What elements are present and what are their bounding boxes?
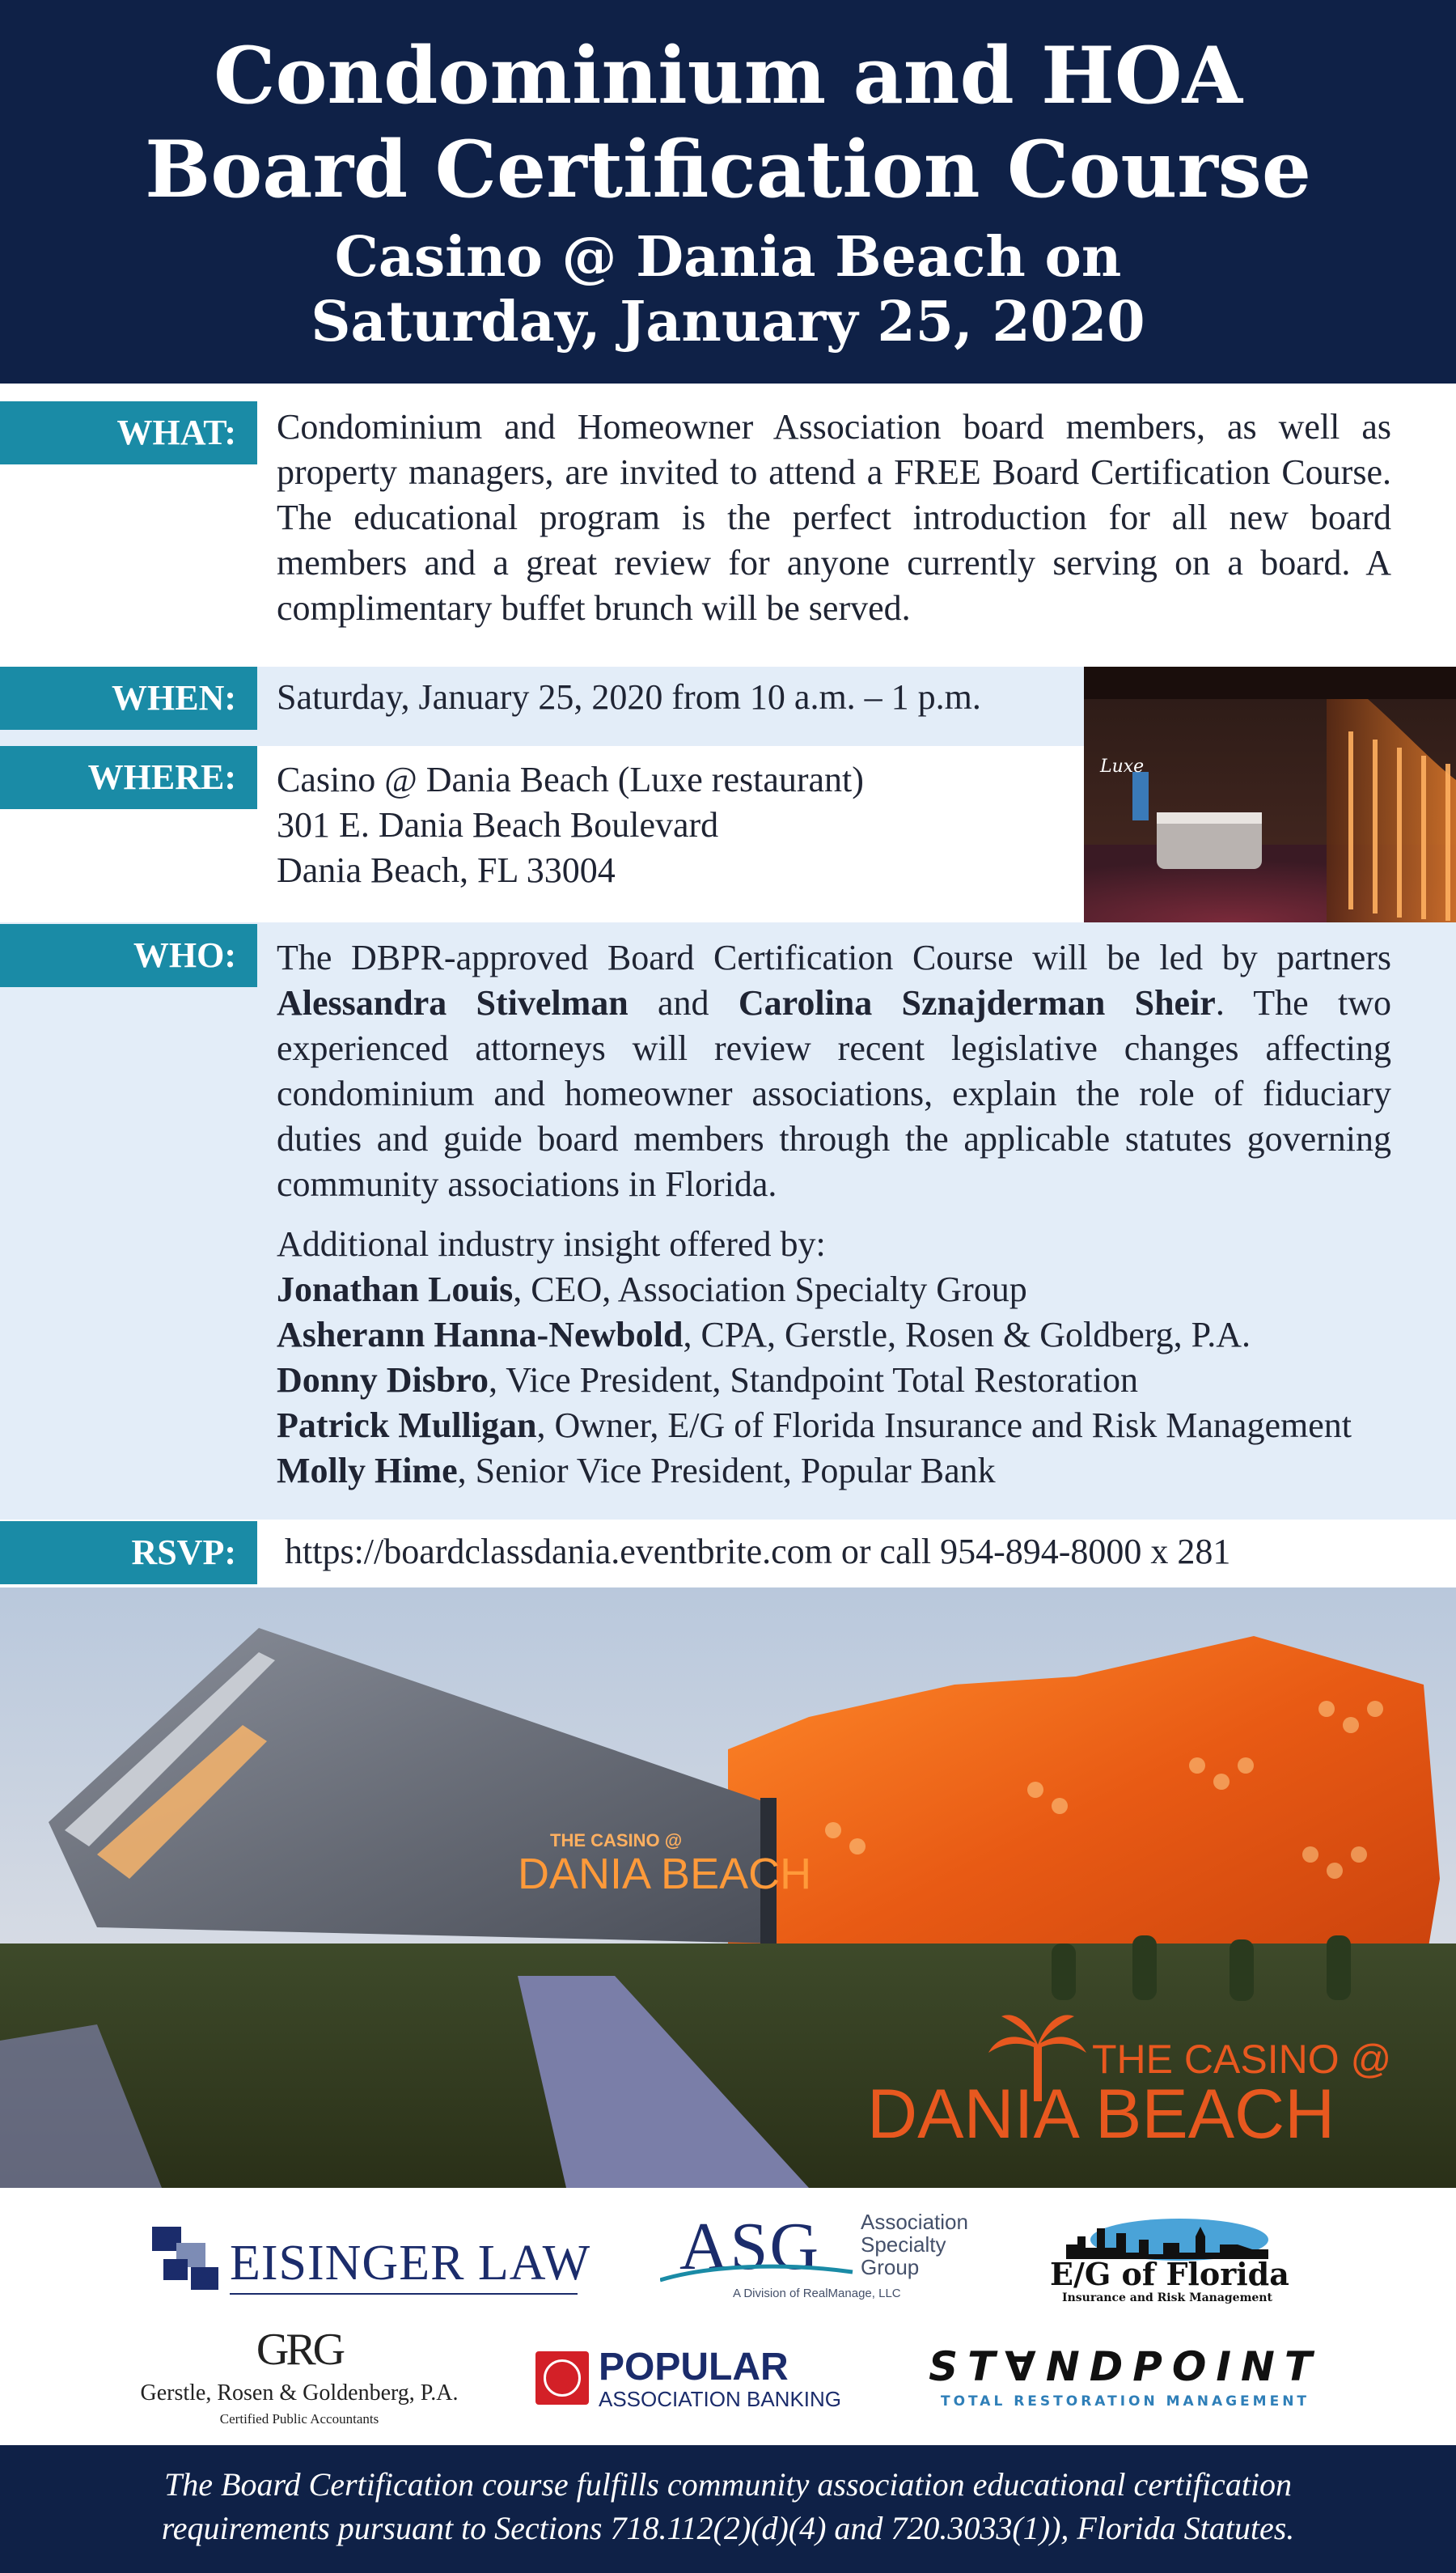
grg-mark: GRG — [256, 2325, 343, 2375]
eg-florida-tagline: Insurance and Risk Management — [1062, 2291, 1272, 2304]
asg-logo — [660, 2207, 984, 2304]
speaker-name: Donny Disbro — [277, 1360, 489, 1400]
where-line-1: Casino @ Dania Beach (Luxe restaurant) — [277, 760, 864, 799]
speaker-role: , CEO, Association Specialty Group — [513, 1270, 1027, 1309]
asg-division: A Division of RealManage, LLC — [733, 2287, 901, 2300]
speaker-role: , Owner, E/G of Florida Insurance and Risk Management — [536, 1405, 1352, 1445]
casino-logo-top: THE CASINO @ — [1092, 2037, 1392, 2082]
footer-banner — [0, 2445, 1456, 2573]
page-title-line-1: Condominium and HOA — [214, 30, 1242, 121]
asg-name-line: Group — [861, 2255, 920, 2279]
where-line-2: 301 E. Dania Beach Boulevard — [277, 805, 719, 845]
building-sign-top: THE CASINO @ — [550, 1830, 683, 1850]
asg-mark: ASG — [679, 2209, 821, 2284]
speaker-name: Molly Hime — [277, 1451, 458, 1490]
speaker-role: , Vice President, Standpoint Total Restoration — [489, 1360, 1138, 1400]
what-section — [0, 384, 1456, 667]
eg-florida-logo — [1050, 2212, 1289, 2309]
popular-name: POPULAR — [599, 2346, 789, 2389]
standpoint-logo — [919, 2343, 1331, 2416]
asg-name-line: Association — [861, 2210, 968, 2234]
standpoint-tagline: TOTAL RESTORATION MANAGEMENT — [940, 2393, 1310, 2410]
grg-name: Gerstle, Rosen & Goldenberg, P.A. — [140, 2380, 459, 2406]
who-intro-and: and — [628, 983, 739, 1023]
eisinger-underline — [230, 2293, 578, 2295]
speaker-item — [277, 1403, 1391, 1448]
speaker-item — [277, 1448, 1391, 1494]
speaker-name: Jonathan Louis — [277, 1270, 514, 1309]
luxe-sign: Luxe — [1100, 757, 1145, 777]
casino-interior-photo — [1084, 667, 1456, 922]
where-line-3: Dania Beach, FL 33004 — [277, 850, 616, 890]
footer-line-2: requirements pursuant to Sections 718.112(2)(d)(4) and 720.3033(1)), Florida Statutes. — [161, 2510, 1295, 2546]
asg-swoosh-icon — [660, 2261, 854, 2285]
who-section — [0, 922, 1456, 1520]
where-label: WHERE: — [0, 746, 257, 809]
popular-logo — [535, 2348, 859, 2421]
rsvp-section — [0, 1520, 1456, 1587]
grg-logo — [121, 2324, 477, 2437]
eisinger-squares-icon — [152, 2227, 225, 2291]
page-subtitle-line-2: Saturday, January 25, 2020 — [311, 290, 1145, 354]
what-text: Condominium and Homeowner Association board members, as well as property managers, are invited to attend a FREE Board Certification Course. The educational program is the perfect introduction for all new board members and a great review for anyone currently serving on a board. A complimentary buffet brunch will be served. — [277, 407, 1391, 628]
speaker-item — [277, 1267, 1391, 1312]
eisinger-law-logo — [152, 2223, 589, 2296]
header-banner — [0, 0, 1456, 384]
who-intro-post: . The two experienced attorneys will review recent legislative changes affecting condominium and homeowner associations, explain the role of fiduciary duties and guide board members through the applicable statutes governing community associations in Florida. — [277, 983, 1391, 1204]
who-label: WHO: — [0, 924, 257, 987]
who-intro-pre: The DBPR-approved Board Certification Course will be led by partners — [277, 938, 1391, 977]
who-speakers — [277, 1222, 1391, 1494]
city-skyline-icon — [1058, 2212, 1276, 2261]
building-sign-main: DANIA BEACH — [518, 1850, 812, 1898]
eg-florida-name: E/G of Florida — [1050, 2256, 1289, 2292]
speaker-name: Asherann Hanna-Newbold — [277, 1315, 684, 1354]
asg-name — [861, 2211, 968, 2278]
grg-tagline: Certified Public Accountants — [219, 2411, 379, 2427]
casino-exterior-photo — [0, 1587, 1456, 2188]
when-text: Saturday, January 25, 2020 from 10 a.m. – 1 p.m. — [277, 677, 981, 717]
additional-heading: Additional industry insight offered by: — [277, 1224, 826, 1264]
sponsor-logos — [0, 2188, 1456, 2445]
page-title-line-2: Board Certification Course — [145, 124, 1311, 215]
who-partner-2: Carolina Sznajderman Sheir — [738, 983, 1216, 1023]
page-subtitle-line-1: Casino @ Dania Beach on — [334, 225, 1122, 290]
asg-name-line: Specialty — [861, 2232, 946, 2257]
speaker-role: , Senior Vice President, Popular Bank — [457, 1451, 996, 1490]
popular-tagline: ASSOCIATION BANKING — [599, 2387, 842, 2411]
standpoint-name: ST∀NDPOINT — [929, 2343, 1322, 2390]
speaker-item — [277, 1312, 1391, 1358]
rsvp-label: RSVP: — [0, 1521, 257, 1584]
footer-line-1: The Board Certification course fulfills community association educational certification — [164, 2466, 1292, 2503]
who-description — [277, 935, 1391, 1207]
what-label: WHAT: — [0, 401, 257, 464]
when-label: WHEN: — [0, 667, 257, 730]
speaker-role: , CPA, Gerstle, Rosen & Goldberg, P.A. — [683, 1315, 1251, 1354]
casino-logo-main: DANIA BEACH — [867, 2075, 1335, 2153]
speaker-name: Patrick Mulligan — [277, 1405, 537, 1445]
rsvp-link[interactable]: https://boardclassdania.eventbrite.com or call 954-894-8000 x 281 — [285, 1532, 1231, 1571]
who-partner-1: Alessandra Stivelman — [277, 983, 629, 1023]
popular-badge-icon — [535, 2351, 589, 2405]
eisinger-law-name: EISINGER LAW — [230, 2236, 591, 2291]
speaker-item — [277, 1358, 1391, 1403]
